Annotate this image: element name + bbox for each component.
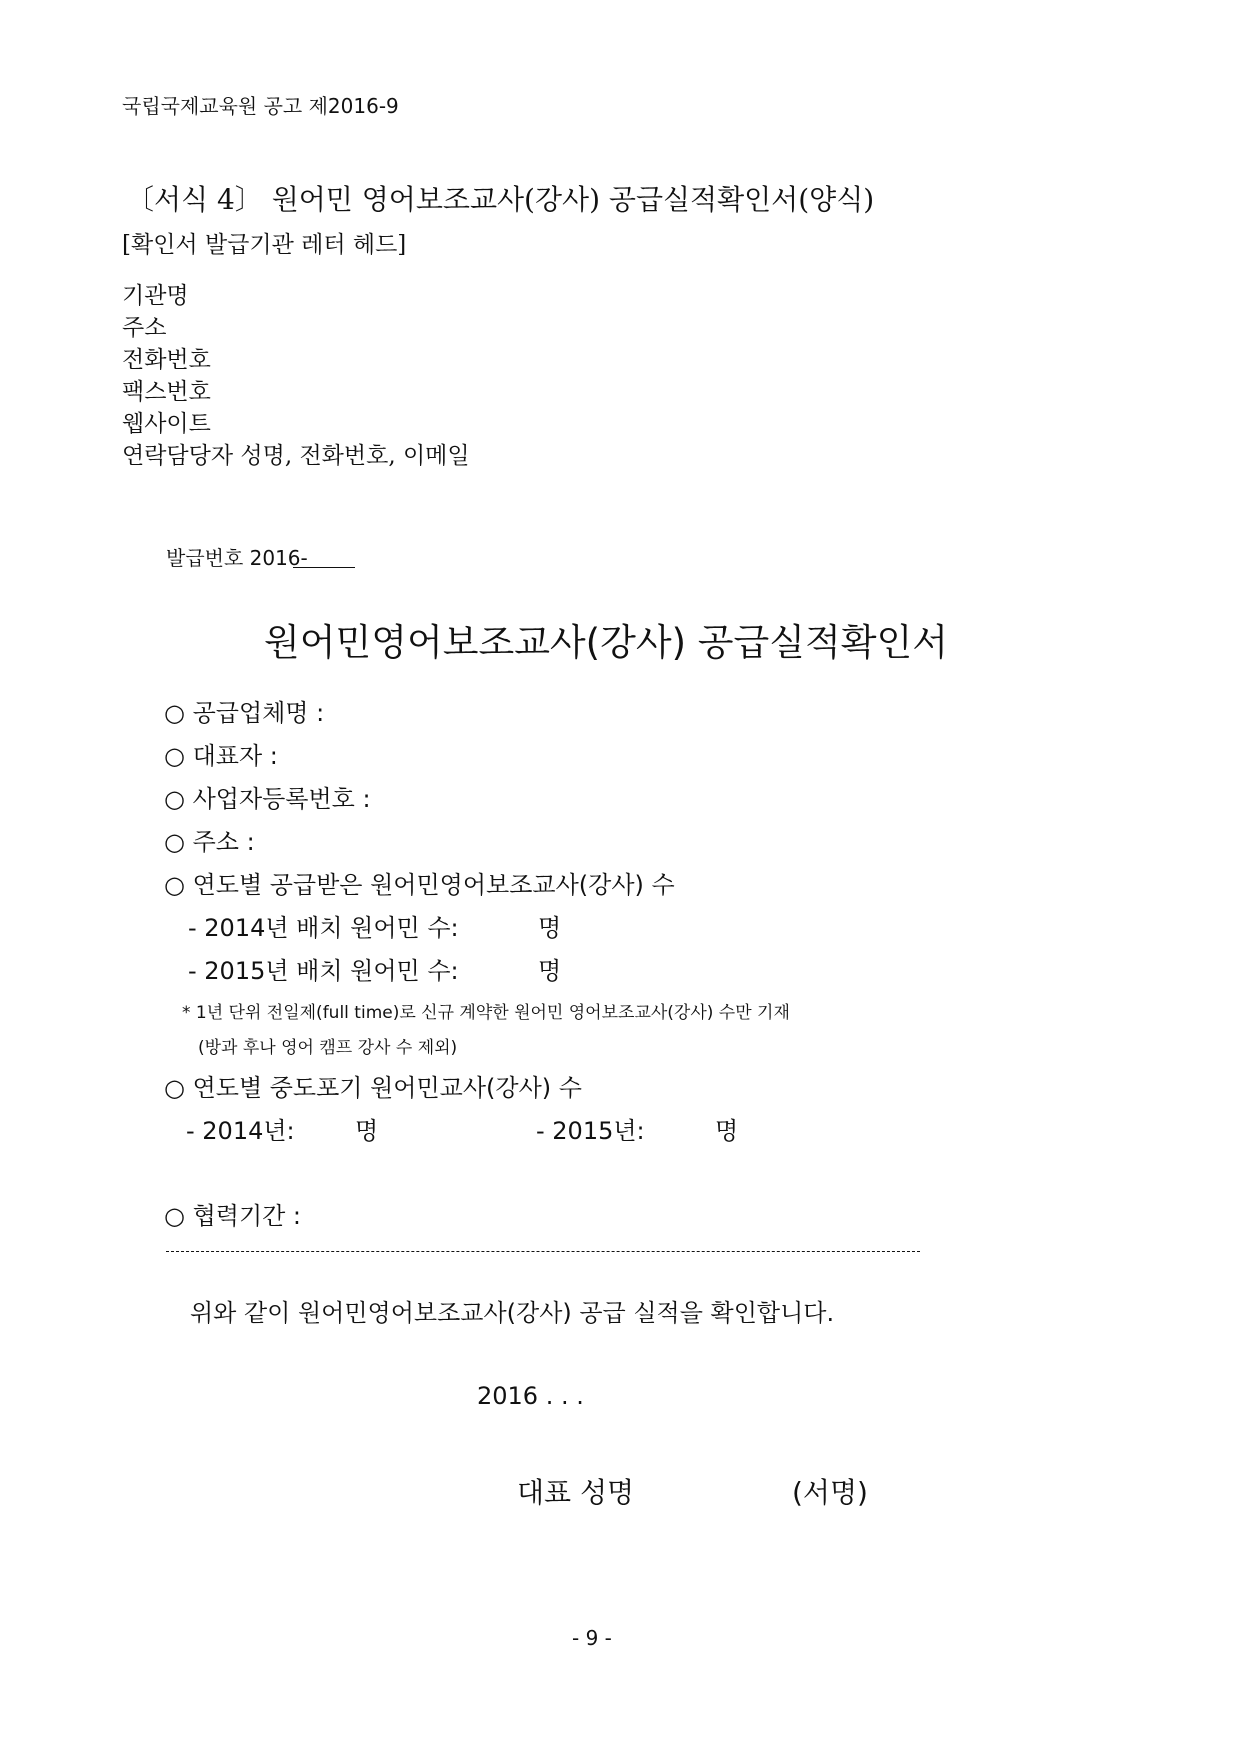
issuer-org-name: 기관명 [122, 283, 189, 309]
note-exclusion: (방과 후나 영어 캠프 강사 수 제외) [198, 1038, 458, 1058]
representative-name-label: 대표 성명 [517, 1476, 635, 1509]
supply-2014-unit: 명 [538, 914, 562, 942]
issuer-fax: 팩스번호 [122, 379, 211, 405]
dropout-2015-unit: 명 [715, 1117, 739, 1145]
issuer-address: 주소 [122, 315, 167, 341]
issue-number-label: 발급번호 2016- [166, 546, 308, 570]
issue-number-blank [293, 567, 355, 568]
signature-mark: (서명) [792, 1476, 868, 1509]
field-yearly-dropout: ○ 연도별 중도포기 원어민교사(강사) 수 [164, 1074, 582, 1102]
page-number: - 9 - [572, 1626, 612, 1650]
issuer-phone: 전화번호 [122, 347, 211, 373]
dropout-2015-label: - 2015년: [536, 1117, 645, 1145]
notice-number: 국립국제교육원 공고 제2016-9 [122, 94, 399, 118]
supply-2015-label: - 2015년 배치 원어민 수: [188, 957, 459, 985]
issuer-contact: 연락담당자 성명, 전화번호, 이메일 [122, 443, 470, 469]
document-title: 원어민영어보조교사(강사) 공급실적확인서 [264, 621, 948, 664]
confirmation-statement: 위와 같이 원어민영어보조교사(강사) 공급 실적을 확인합니다. [190, 1299, 835, 1327]
field-representative: ○ 대표자 : [164, 742, 278, 770]
note-fulltime: * 1년 단위 전일제(full time)로 신규 계약한 원어민 영어보조교사(강사) 수만 기재 [182, 1003, 790, 1023]
form-title: 〔서식 4〕 원어민 영어보조교사(강사) 공급실적확인서(양식) [126, 183, 875, 216]
field-cooperation-period: ○ 협력기간 : [164, 1202, 302, 1230]
dropout-2014-unit: 명 [355, 1117, 379, 1145]
issue-date: 2016 . . . [477, 1382, 584, 1410]
field-supplier: ○ 공급업체명 : [164, 699, 325, 727]
dropout-2014-label: - 2014년: [186, 1117, 295, 1145]
supply-2014-label: - 2014년 배치 원어민 수: [188, 914, 459, 942]
issuer-website: 웹사이트 [122, 411, 211, 437]
field-address: ○ 주소 : [164, 828, 255, 856]
separator-line [166, 1251, 920, 1252]
field-yearly-supply: ○ 연도별 공급받은 원어민영어보조교사(강사) 수 [164, 871, 675, 899]
field-business-registration: ○ 사업자등록번호 : [164, 785, 371, 813]
letterhead-placeholder: [확인서 발급기관 레터 헤드] [122, 232, 407, 258]
supply-2015-unit: 명 [538, 957, 562, 985]
